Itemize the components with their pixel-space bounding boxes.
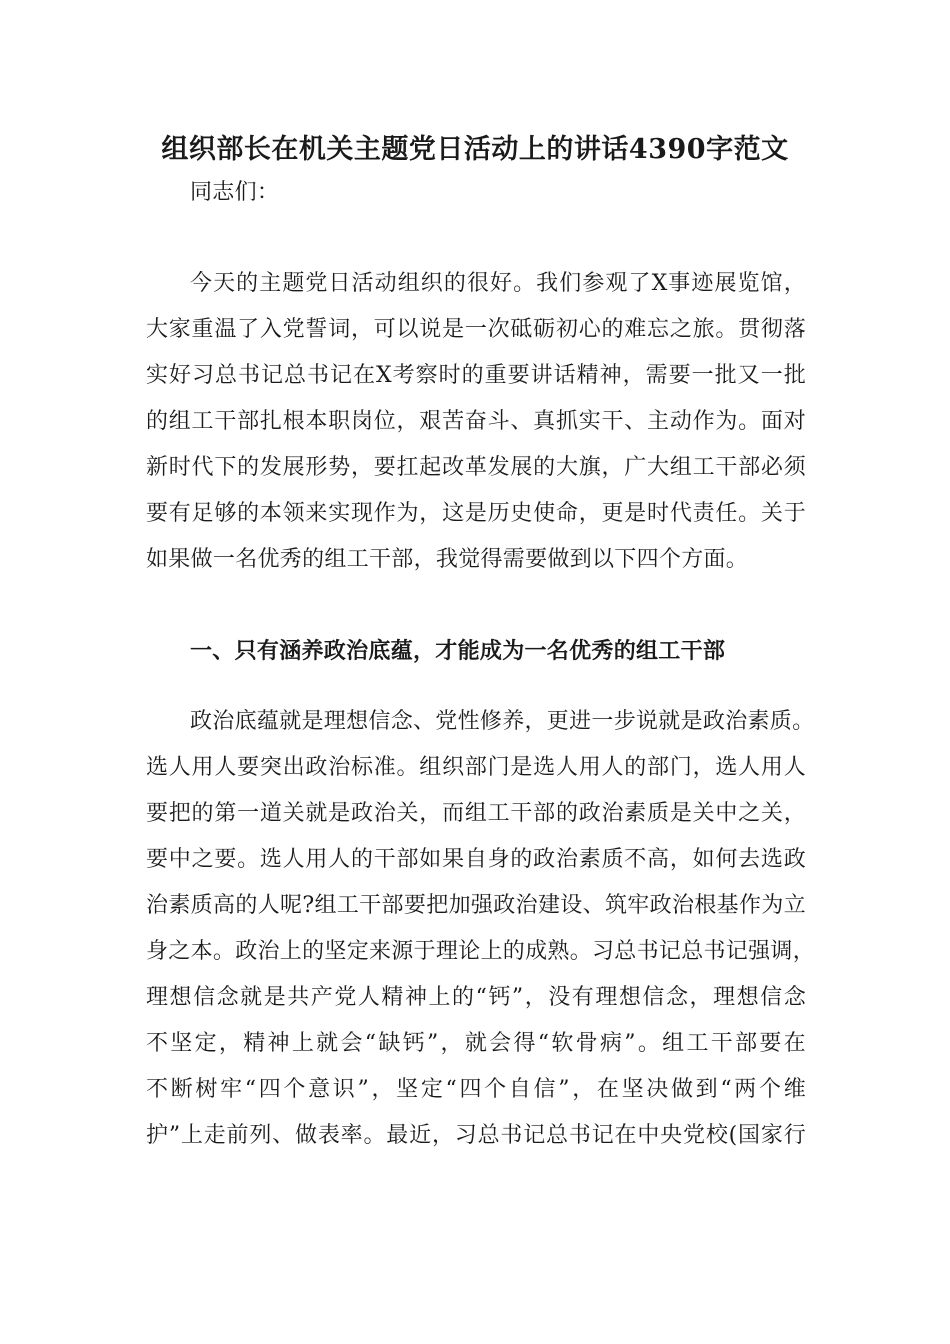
paragraph-line: 实好习总书记总书记在X考察时的重要讲话精神，需要一批又一批 <box>146 363 806 388</box>
paragraph-line: 如果做一名优秀的组工干部，我觉得需要做到以下四个方面。 <box>146 547 749 572</box>
paragraph-line: 大家重温了入党誓词，可以说是一次砥砺初心的难忘之旅。贯彻落 <box>146 317 806 342</box>
paragraph-line: 不坚定，精神上就会“缺钙”，就会得“软骨病”。组工干部要在 <box>146 1031 806 1056</box>
paragraph-line: 治素质高的人呢?组工干部要把加强政治建设、筑牢政治根基作为立 <box>146 893 806 918</box>
paragraph-line: 理想信念就是共产党人精神上的“钙”，没有理想信念，理想信念 <box>146 985 806 1010</box>
salutation: 同志们： <box>190 180 280 205</box>
paragraph-line: 的组工干部扎根本职岗位，艰苦奋斗、真抓实干、主动作为。面对 <box>146 409 806 434</box>
paragraph-line: 护”上走前列、做表率。最近，习总书记总书记在中央党校(国家行 <box>146 1123 806 1148</box>
paragraph-line: 不断树牢“四个意识”，坚定“四个自信”，在坚决做到“两个维 <box>146 1077 806 1102</box>
paragraph-line: 要把的第一道关就是政治关，而组工干部的政治素质是关中之关， <box>146 801 806 826</box>
paragraph-line: 身之本。政治上的坚定来源于理论上的成熟。习总书记总书记强调， <box>146 939 816 964</box>
paragraph-line: 政治底蕴就是理想信念、党性修养，更进一步说就是政治素质。 <box>190 709 815 734</box>
paragraph-line: 新时代下的发展形势，要扛起改革发展的大旗，广大组工干部必须 <box>146 455 806 480</box>
document-title: 组织部长在机关主题党日活动上的讲话4390字范文 <box>161 134 789 165</box>
paragraph-line: 要有足够的本领来实现作为，这是历史使命，更是时代责任。关于 <box>146 501 806 526</box>
paragraph-line: 要中之要。选人用人的干部如果自身的政治素质不高，如何去选政 <box>146 847 806 872</box>
paragraph-line: 选人用人要突出政治标准。组织部门是选人用人的部门，选人用人 <box>146 755 806 780</box>
section-heading: 一、只有涵养政治底蕴，才能成为一名优秀的组工干部 <box>190 638 726 664</box>
paragraph-line: 今天的主题党日活动组织的很好。我们参观了X事迹展览馆， <box>190 271 806 296</box>
